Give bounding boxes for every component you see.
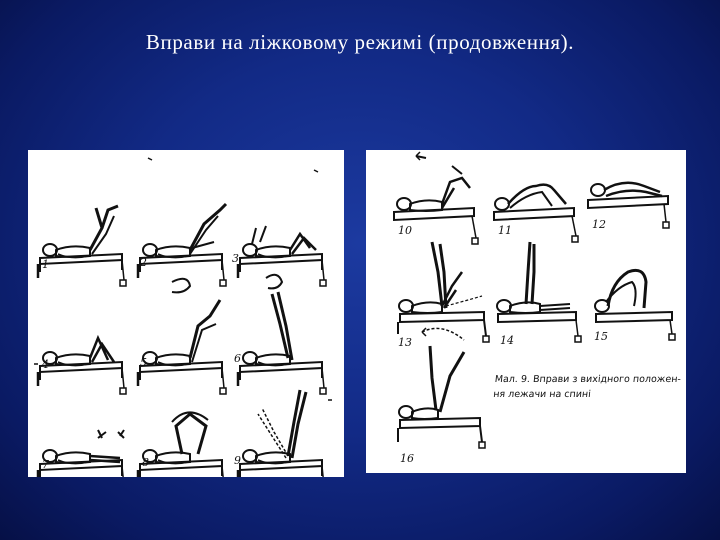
figure-number-4: 4 xyxy=(42,358,49,371)
figure-number-16: 16 xyxy=(400,452,414,465)
figure-9 xyxy=(238,390,326,477)
figure-14 xyxy=(497,242,581,342)
figure-number-1: 1 xyxy=(42,258,49,271)
figure-2 xyxy=(138,204,226,286)
figure-number-13: 13 xyxy=(398,336,412,349)
figure-number-7: 7 xyxy=(42,458,49,471)
figure-number-5: 5 xyxy=(140,356,147,369)
caption-line-1: Мал. 9. Вправи з вихідного положен- xyxy=(494,374,682,385)
exercise-illustration-right xyxy=(366,150,686,473)
figure-3 xyxy=(238,226,326,286)
figure-number-14: 14 xyxy=(500,334,514,347)
figure-7 xyxy=(38,430,126,477)
figure-number-2: 2 xyxy=(140,256,147,269)
figure-number-10: 10 xyxy=(398,224,412,237)
exercise-drawings-right xyxy=(366,150,686,473)
figure-4 xyxy=(38,338,126,394)
figure-13 xyxy=(398,242,489,342)
figure-number-11: 11 xyxy=(498,224,512,237)
figure-number-15: 15 xyxy=(594,330,608,343)
caption-line-2: ня лежачи на спині xyxy=(492,389,592,400)
figure-8 xyxy=(138,412,226,477)
figure-number-3: 3 xyxy=(232,252,239,265)
exercise-drawings-left xyxy=(28,150,344,477)
figure-1 xyxy=(38,206,126,286)
figure-number-12: 12 xyxy=(592,218,606,231)
figure-6 xyxy=(238,275,326,394)
figure-caption xyxy=(492,372,685,402)
figure-5 xyxy=(138,279,226,394)
slide-title: Вправи на ліжковому режимі (продовження). xyxy=(145,30,575,54)
figure-number-9: 9 xyxy=(234,454,241,467)
figure-number-6: 6 xyxy=(234,352,241,365)
exercise-illustration-left xyxy=(28,150,344,477)
figure-number-8: 8 xyxy=(142,456,149,469)
